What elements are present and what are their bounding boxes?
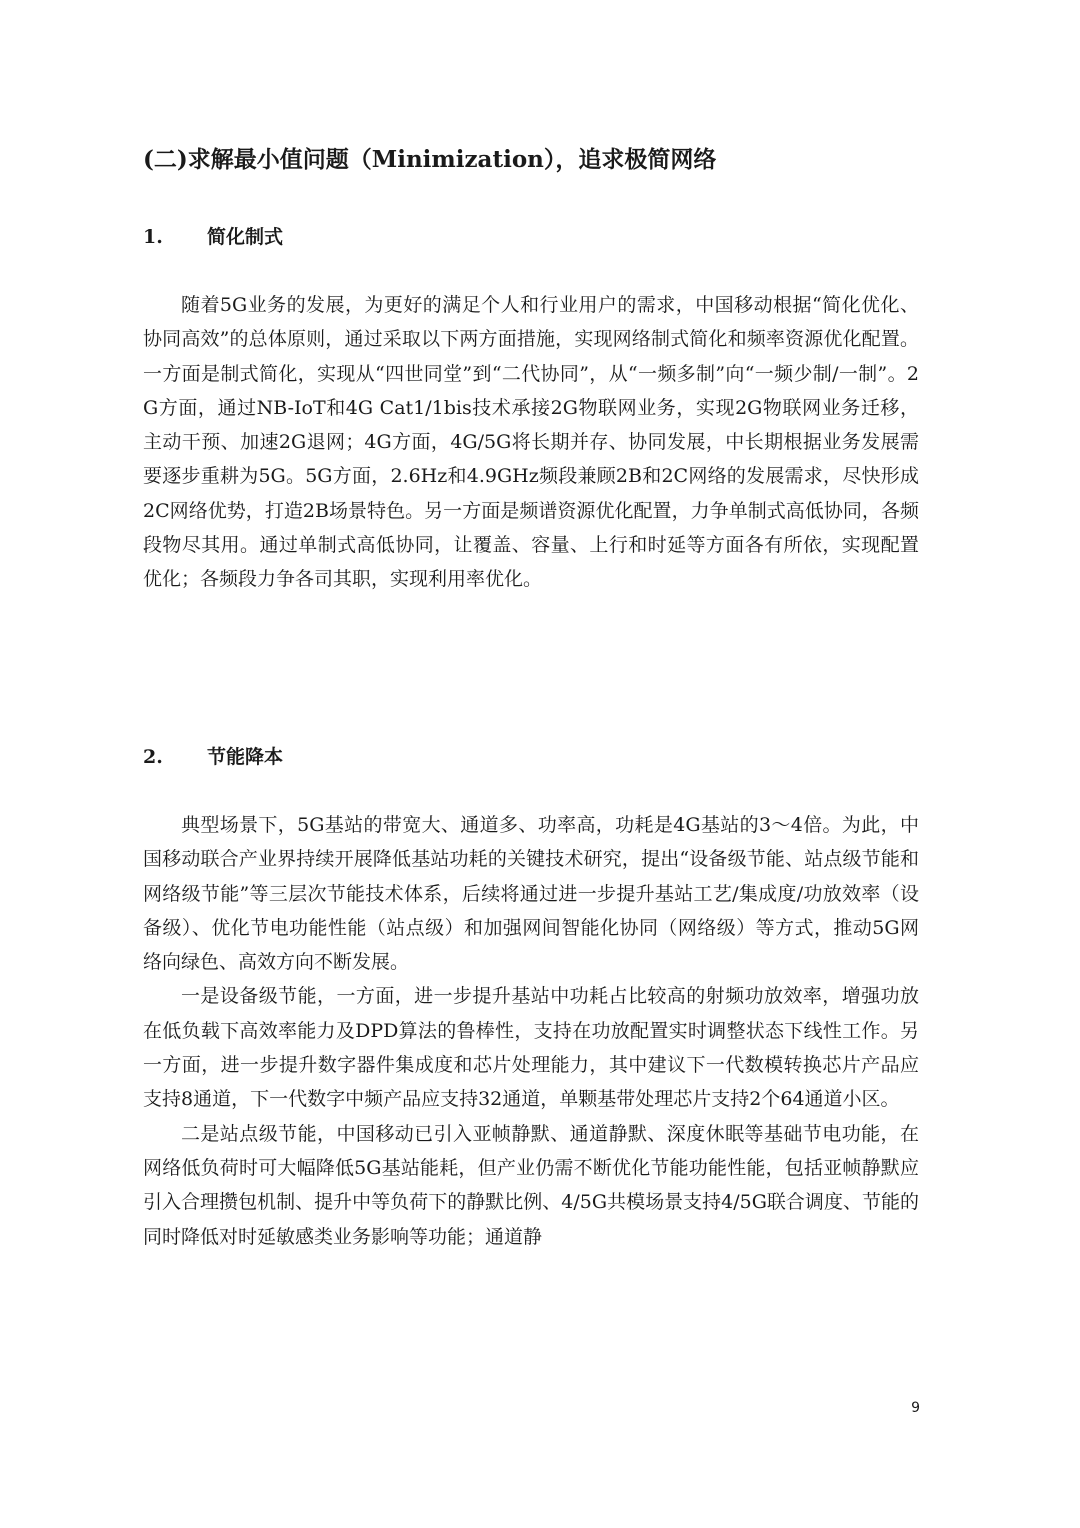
section-title: (二)求解最小值问题（Minimization），追求极简网络 (143, 146, 717, 173)
subsection-title: 节能降本 (207, 746, 284, 768)
page-number: 9 (911, 1400, 920, 1416)
paragraph: 一是设备级节能，一方面，进一步提升基站中功耗占比较高的射频功放效率，增强功放在低负载下高效率能力及DPD算法的鲁棒性，支持在功放配置实时调整状态下线性工作。另一方面，进一步提升数字器件集成度和芯片处理能力，其中建议下一代数模转换芯片产品应支持8通道，下一代数字中频产品应支持32通道，单颗基带处理芯片支持2个64通道小区。 (143, 985, 919, 1111)
subsection-title: 简化制式 (207, 226, 284, 248)
paragraph: 二是站点级节能，中国移动已引入亚帧静默、通道静默、深度休眠等基础节电功能，在网络低负荷时可大幅降低5G基站能耗，但产业仍需不断优化节能功能性能，包括亚帧静默应引入合理攒包机制、提升中等负荷下的静默比例、4/5G共模场景支持4/5G联合调度、节能的同时降低对时延敏感类业务影响等功能；通道静 (143, 1122, 919, 1248)
subsection-body (143, 288, 919, 597)
subsection-number: 1. (143, 226, 163, 248)
paragraph: 随着5G业务的发展，为更好的满足个人和行业用户的需求，中国移动根据“简化优化、协同高效”的总体原则，通过采取以下两方面措施，实现网络制式简化和频率资源优化配置。一方面是制式简化，实现从“四世同堂”到“二代协同”，从“一频多制”向“一频少制/一制”。2G方面，通过NB-IoT和4G Cat1/1bis技术承接2G物联网业务，实现2G物联网业务迁移，主动干预、加速2G退网；4G方面，4G/5G将长期并存、协同发展，中长期根据业务发展需要逐步重耕为5G。5G方面，2.6Hz和4.9GHz频段兼顾2B和2C网络的发展需求，尽快形成2C网络优势，打造2B场景特色。另一方面是频谱资源优化配置，力争单制式高低协同，各频段物尽其用。通过单制式高低协同，让覆盖、容量、上行和时延等方面各有所依，实现配置优化；各频段力争各司其职，实现利用率优化。 (143, 294, 919, 591)
subsection-body (143, 808, 919, 1254)
subsection-heading (143, 740, 923, 774)
subsection-heading (143, 220, 923, 254)
subsection-number: 2. (143, 746, 163, 768)
paragraph: 典型场景下，5G基站的带宽大、通道多、功率高，功耗是4G基站的3～4倍。为此，中国移动联合产业界持续开展降低基站功耗的关键技术研究，提出“设备级节能、站点级节能和网络级节能”等三层次节能技术体系，后续将通过进一步提升基站工艺/集成度/功放效率（设备级）、优化节电功能性能（站点级）和加强网间智能化协同（网络级）等方式，推动5G网络向绿色、高效方向不断发展。 (143, 814, 919, 974)
